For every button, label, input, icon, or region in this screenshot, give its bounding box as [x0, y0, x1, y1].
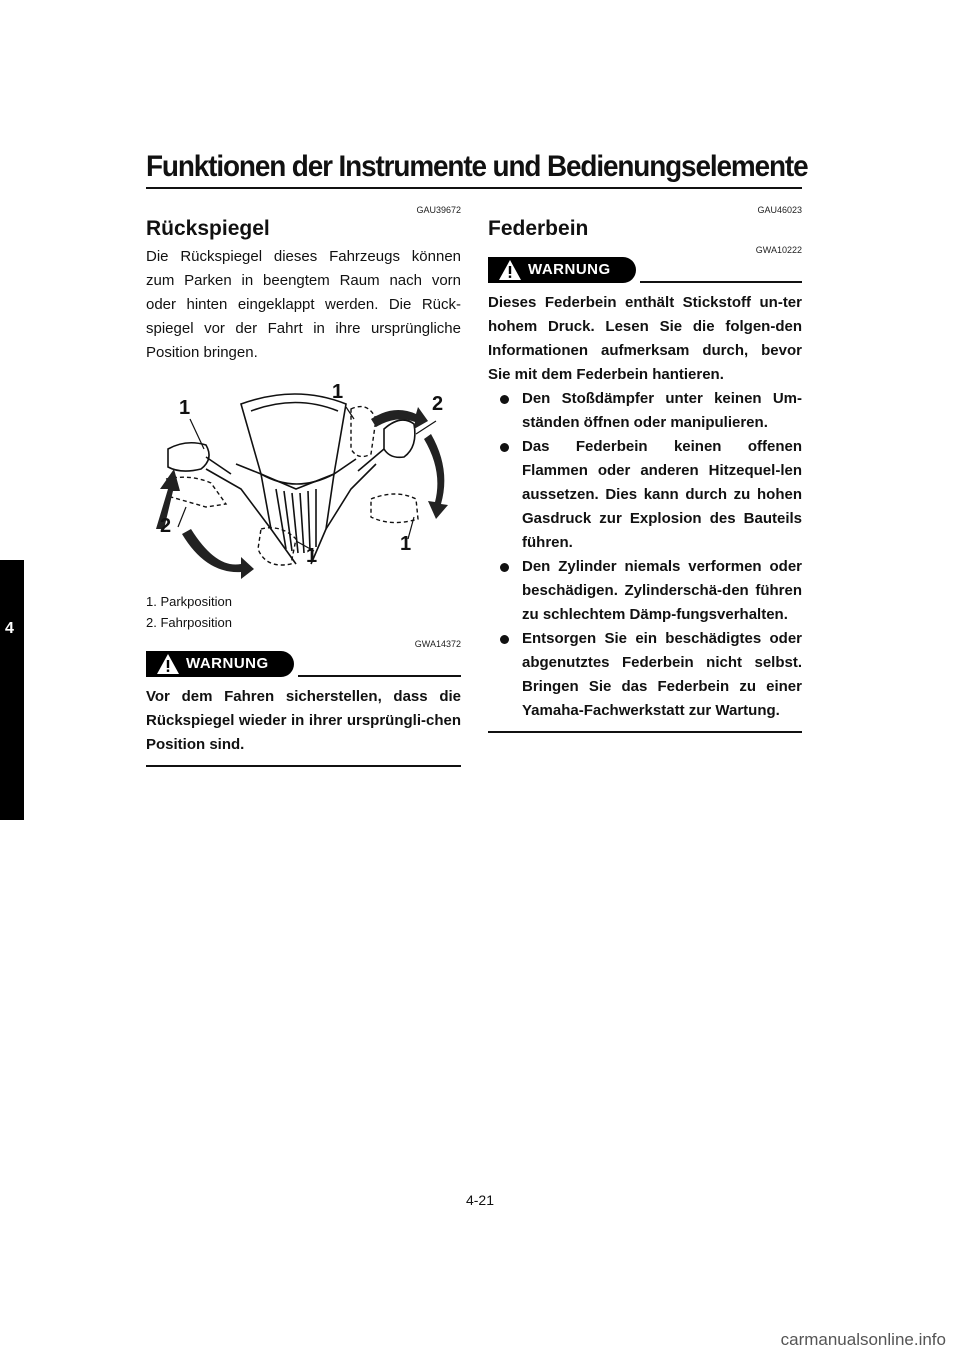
legend-item: 1. Parkposition [146, 594, 232, 609]
header-rule [146, 187, 802, 189]
bullet-icon [500, 635, 509, 644]
callout-label: 2 [432, 393, 444, 415]
mirror-illustration [146, 379, 461, 589]
chapter-tab [0, 560, 24, 820]
warning-text: Dieses Federbein enthält Stickstoff un-ter hohem Druck. Lesen Sie die folgen-den Informationen aufmerksam durch, bevor Sie mit dem Federbein hantieren. [488, 294, 802, 383]
callout-label: 2 [160, 515, 172, 537]
warning-label: WARNUNG [528, 261, 611, 278]
list-item [488, 435, 802, 555]
warning-label: WARNUNG [186, 655, 269, 672]
warning-text: Vor dem Fahren sicherstellen, dass die Rückspiegel wieder in ihrer ursprüngli-chen Position sind. [146, 688, 461, 753]
section-code: GAU46023 [757, 205, 802, 215]
warning-badge [488, 257, 636, 283]
bullet-text: Entsorgen Sie ein beschädigtes oder abgenutztes Federbein nicht selbst. Bringen Sie das Federbein zu einer Yamaha-Fachwerkstatt zur Wartung. [522, 630, 802, 719]
warning-end-rule [146, 765, 461, 767]
bullet-icon [500, 395, 509, 404]
callout-label: 1 [332, 381, 344, 403]
callout-label: 1 [306, 545, 318, 567]
list-item [488, 627, 802, 723]
section-code: GAU39672 [416, 205, 461, 215]
chapter-number: 4 [5, 620, 14, 637]
bullet-icon [500, 563, 509, 572]
bullet-icon [500, 443, 509, 452]
warning-code: GWA10222 [755, 245, 802, 255]
list-item [488, 387, 802, 435]
warning-end-rule [488, 731, 802, 733]
callout-label: 1 [179, 397, 191, 419]
legend-item: 2. Fahrposition [146, 615, 232, 630]
bullet-text: Den Zylinder niemals verformen oder beschädigen. Zylinderschä-den führen zu schlechtem Dämp-fungsverhalten. [522, 558, 802, 623]
warning-bullet-list [488, 387, 802, 723]
warning-icon [498, 259, 522, 281]
right-column [488, 205, 802, 733]
bullet-text: Den Stoßdämpfer unter keinen Um-ständen öffnen oder manipulieren. [522, 390, 802, 431]
callout-label: 1 [400, 533, 412, 555]
watermark: carmanualsonline.info [780, 1330, 946, 1349]
figure-legend [146, 591, 461, 633]
left-column [146, 205, 461, 767]
section-heading-rueckspiegel: Rückspiegel [146, 217, 270, 240]
warning-rule [640, 281, 802, 283]
bullet-text: Das Federbein keinen offenen Flammen oder anderen Hitzequel-len aussetzen. Dies kann durch zu hohen Gasdruck zur Explosion des Bauteils führen. [522, 438, 802, 551]
warning-code: GWA14372 [414, 639, 461, 649]
page-number: 4-21 [465, 1192, 495, 1208]
page-title: Funktionen der Instrumente und Bedienungselemente [146, 150, 808, 183]
warning-header [488, 257, 802, 287]
warning-badge [146, 651, 294, 677]
warning-icon [156, 653, 180, 675]
section-paragraph: Die Rückspiegel dieses Fahrzeugs können zum Parken in beengtem Raum nach vorn oder hinten eingeklappt werden. Die Rück-spiegel vor der Fahrt in ihre ursprüngliche Position bringen. [146, 248, 461, 361]
mirror-drawing [146, 379, 461, 589]
warning-header [146, 651, 461, 681]
section-heading-federbein: Federbein [488, 217, 589, 240]
list-item [488, 555, 802, 627]
warning-rule [298, 675, 461, 677]
